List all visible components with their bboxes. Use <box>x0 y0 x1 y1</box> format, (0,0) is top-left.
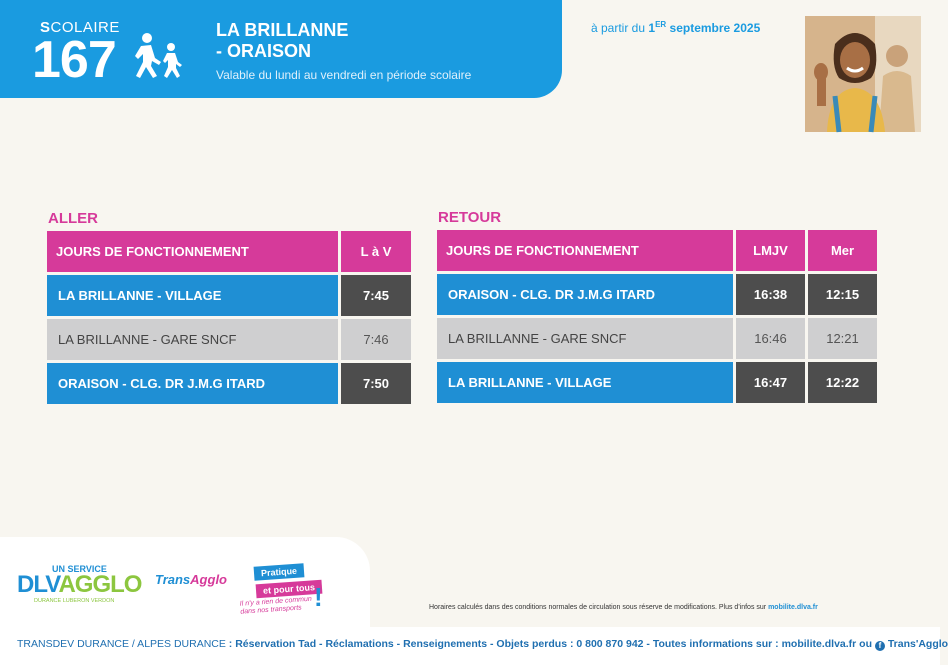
effective-date: à partir du 1ER septembre 2025 <box>591 20 761 35</box>
route-title: LA BRILLANNE - ORAISON <box>216 20 349 61</box>
stop-name: LA BRILLANNE - GARE SNCF <box>437 318 733 359</box>
aller-title: ALLER <box>48 210 98 227</box>
footer-contact-line: TRANSDEV DURANCE / ALPES DURANCE : Réservation Tad - Réclamations - Renseignements - Objets perdus : 0 800 870 942 - Toutes informations sur : mobilite.dlva.fr ou f Trans'Agglo <box>17 638 948 650</box>
retour-title: RETOUR <box>438 209 502 226</box>
dlva-service-label: UN SERVICE <box>52 564 107 574</box>
departure-time: 12:15 <box>808 274 877 315</box>
stop-name: LA BRILLANNE - VILLAGE <box>47 275 338 316</box>
exclamation-icon: ! <box>314 582 323 612</box>
column-header-lmjv: LMJV <box>736 230 805 271</box>
stop-name: ORAISON - CLG. DR J.M.G ITARD <box>437 274 733 315</box>
table-row <box>437 318 877 359</box>
disclaimer-text: Horaires calculés dans des conditions normales de circulation sous réserve de modifications. Plus d'infos sur mobilite.dlva.fr <box>429 604 818 611</box>
departure-time: 12:22 <box>808 362 877 403</box>
table-row <box>47 275 411 316</box>
dlva-tagline: DURANCE LUBERON VERDON <box>34 598 115 604</box>
line-number: 167 <box>32 31 116 89</box>
transagglo-logo: TransAgglo <box>155 572 227 587</box>
pratique-tag: Pratique <box>254 563 305 580</box>
table-row <box>47 319 411 360</box>
facebook-page-name[interactable]: Trans'Agglo <box>884 638 948 650</box>
column-header-days: JOURS DE FONCTIONNEMENT <box>47 231 338 272</box>
pour-tous-tag: et pour tous <box>256 580 323 599</box>
departure-time: 16:38 <box>736 274 805 315</box>
column-header-days: JOURS DE FONCTIONNEMENT <box>437 230 733 271</box>
retour-timetable <box>434 227 880 406</box>
category-label: SCOLAIRE <box>40 19 120 36</box>
header-banner <box>0 0 562 98</box>
facebook-icon[interactable]: f <box>875 641 885 651</box>
departure-time: 7:45 <box>341 275 411 316</box>
departure-time: 12:21 <box>808 318 877 359</box>
validity-subtitle: Valable du lundi au vendredi en période scolaire <box>216 68 472 82</box>
child-photo <box>805 16 921 132</box>
transagglo-slogan: Il n'y a rien de commun dans nos transports <box>239 595 313 616</box>
walking-people-icon <box>127 32 187 78</box>
aller-timetable <box>44 228 414 407</box>
stop-name: LA BRILLANNE - GARE SNCF <box>47 319 338 360</box>
table-row <box>437 362 877 403</box>
departure-time: 7:46 <box>341 319 411 360</box>
table-header-row <box>47 231 411 272</box>
table-row <box>47 363 411 404</box>
departure-time: 7:50 <box>341 363 411 404</box>
table-header-row <box>437 230 877 271</box>
info-link[interactable]: mobilite.dlva.fr <box>768 604 818 611</box>
column-header-lav: L à V <box>341 231 411 272</box>
column-header-mer: Mer <box>808 230 877 271</box>
dlva-agglo-logo: DLVAGGLO <box>17 571 142 598</box>
departure-time: 16:46 <box>736 318 805 359</box>
table-row <box>437 274 877 315</box>
stop-name: ORAISON - CLG. DR J.M.G ITARD <box>47 363 338 404</box>
departure-time: 16:47 <box>736 362 805 403</box>
stop-name: LA BRILLANNE - VILLAGE <box>437 362 733 403</box>
